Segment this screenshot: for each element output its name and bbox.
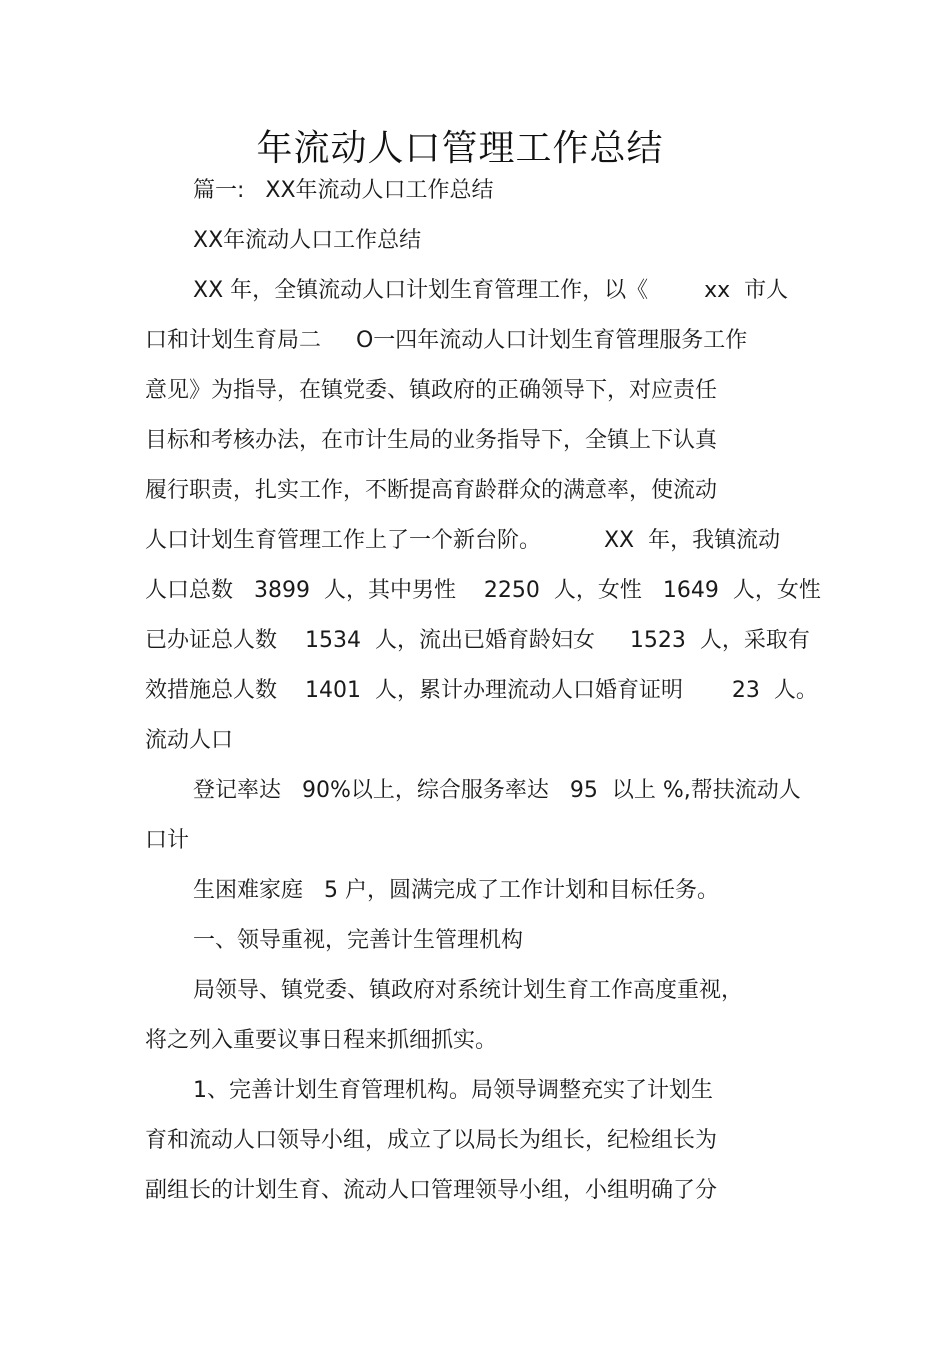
- paragraph-line: 局领导、镇党委、镇政府对系统计划生育工作高度重视，: [193, 978, 744, 1003]
- paragraph-line: 将之列入重要议事日程来抓细抓实。: [145, 1028, 498, 1053]
- paragraph-line: 1、完善计划生育管理机构。局领导调整充实了计划生: [193, 1078, 713, 1103]
- document-title: 年流动人口管理工作总结: [256, 128, 664, 169]
- paragraph-line: 流动人口: [145, 728, 234, 753]
- paragraph-line: XX年流动人口工作总结: [193, 228, 422, 253]
- paragraph-line: 篇一: XX年流动人口工作总结: [193, 178, 494, 203]
- paragraph-line: XX 年，全镇流动人口计划生育管理工作，以《 xx 市人: [193, 278, 789, 303]
- paragraph-line: 效措施总人数 1401 人，累计办理流动人口婚育证明 23 人。: [145, 678, 818, 703]
- paragraph-line: 口和计划生育局二 O一四年流动人口计划生育管理服务工作: [145, 328, 748, 353]
- paragraph-line: 履行职责，扎实工作，不断提高育龄群众的满意率，使流动: [145, 478, 718, 503]
- paragraph-line: 登记率达 90%以上，综合服务率达 95 以上 %,帮扶流动人: [193, 778, 801, 803]
- paragraph-line: 人口计划生育管理工作上了一个新台阶。 XX 年，我镇流动: [145, 528, 781, 553]
- paragraph-line: 意见》为指导，在镇党委、镇政府的正确领导下，对应责任: [145, 378, 718, 403]
- paragraph-line: 口计: [145, 828, 190, 853]
- paragraph-line: 目标和考核办法，在市计生局的业务指导下，全镇上下认真: [145, 428, 718, 453]
- paragraph-line: 人口总数 3899 人，其中男性 2250 人，女性 1649 人，女性: [145, 578, 821, 603]
- paragraph-line: 已办证总人数 1534 人，流出已婚育龄妇女 1523 人，采取有: [145, 628, 810, 653]
- paragraph-line: 育和流动人口领导小组，成立了以局长为组长，纪检组长为: [145, 1128, 718, 1153]
- section-heading: 一、领导重视，完善计生管理机构: [193, 928, 524, 953]
- paragraph-line: 副组长的计划生育、流动人口管理领导小组，小组明确了分: [145, 1178, 718, 1203]
- paragraph-line: 生困难家庭 5 户，圆满完成了工作计划和目标任务。: [193, 878, 719, 903]
